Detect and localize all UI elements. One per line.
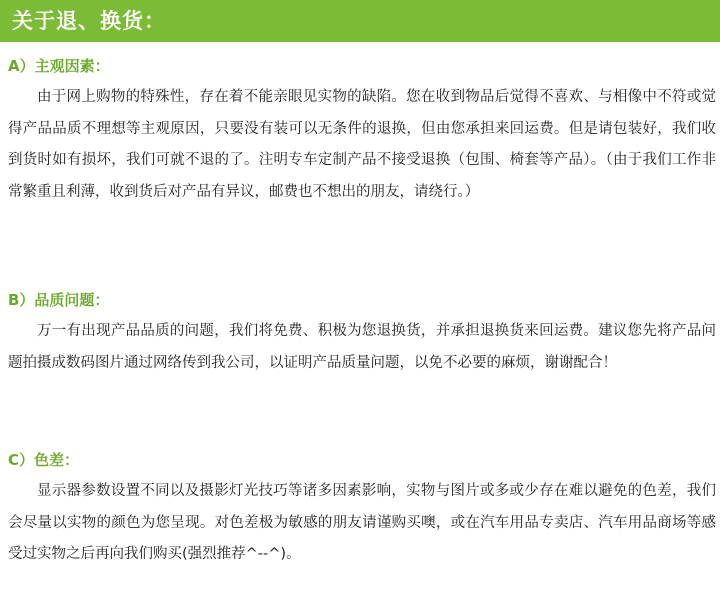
section-color-difference [8,450,716,571]
page-title: 关于退、换货： [12,9,166,33]
section-heading-color-difference: C）色差： [8,451,80,469]
section-body-quality: 万一有出现产品品质的问题，我们将免费、积极为您退换货，并承担退换货来回运费。建议您先将产品问题拍摄成数码图片通过网络传到我公司，以证明产品质量问题，以免不必要的麻烦，谢谢配合！ [8,323,716,371]
section-subjective [8,56,716,208]
section-heading-subjective: A）主观因素： [8,57,110,75]
section-heading-quality: B）品质问题： [8,291,110,309]
header-bar [0,0,720,42]
section-body-color-difference: 显示器参数设置不同以及摄影灯光技巧等诸多因素影响，实物与图片或多或少存在难以避免的色差，我们会尽量以实物的颜色为您呈现。对色差极为敏感的朋友请谨购买噢，或在汽车用品专卖店、汽车用品商场等感受过实物之后再向我们购买(强烈推荐^--^)。 [8,483,716,562]
section-quality [8,290,716,379]
section-body-subjective: 由于网上购物的特殊性，存在着不能亲眼见实物的缺陷。您在收到物品后觉得不喜欢、与相像中不符或觉得产品品质不理想等主观原因，只要没有装可以无条件的退换，但由您承担来回运费。但是请包装好，我们收到货时如有损坏，我们可就不退的了。注明专车定制产品不接受退换（包围、椅套等产品）。（由于我们工作非常繁重且利薄，收到货后对产品有异议，邮费也不想出的朋友，请绕行。） [8,89,716,200]
